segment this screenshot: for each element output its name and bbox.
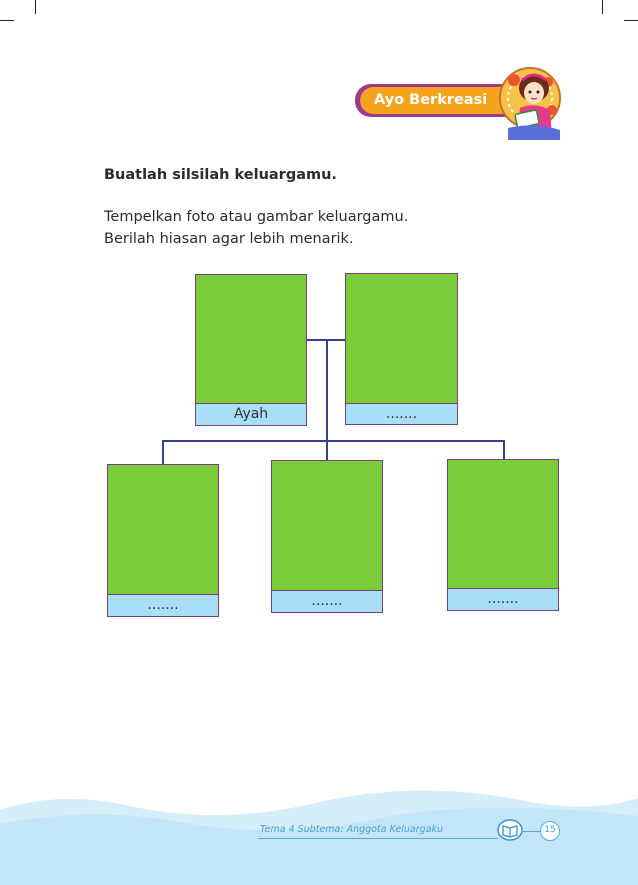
tree-connector-children [162, 440, 505, 442]
label-child: ....... [271, 590, 383, 613]
tree-connector-child-1 [162, 440, 164, 464]
label-father: Ayah [195, 403, 307, 426]
tree-connector-child-3 [503, 440, 505, 460]
footer-rule [258, 838, 498, 839]
page-number: 15 [540, 821, 560, 841]
photo-slot-mother[interactable] [345, 273, 458, 404]
label-child: ....... [447, 588, 559, 611]
activity-title: Buatlah silsilah keluargamu. [104, 167, 337, 183]
label-mother: ....... [345, 403, 458, 425]
girl-reading-illustration [494, 58, 566, 140]
crop-mark [602, 0, 603, 14]
crop-mark [0, 20, 14, 21]
instruction-line: Berilah hiasan agar lebih menarik. [104, 231, 354, 247]
tree-connector-trunk [326, 339, 328, 461]
footer-rule-right [523, 831, 541, 832]
photo-slot-child[interactable] [271, 460, 383, 591]
photo-slot-child[interactable] [447, 459, 559, 589]
photo-slot-father[interactable] [195, 274, 307, 404]
crop-mark [624, 20, 638, 21]
footer-theme-text: Tema 4 Subtema: Anggota Keluargaku [260, 824, 444, 835]
section-badge: Ayo Berkreasi [360, 87, 515, 114]
book-icon [497, 819, 523, 841]
crop-mark [35, 0, 36, 14]
instruction-line: Tempelkan foto atau gambar keluargamu. [104, 209, 409, 225]
photo-slot-child[interactable] [107, 464, 219, 595]
label-child: ....... [107, 594, 219, 617]
